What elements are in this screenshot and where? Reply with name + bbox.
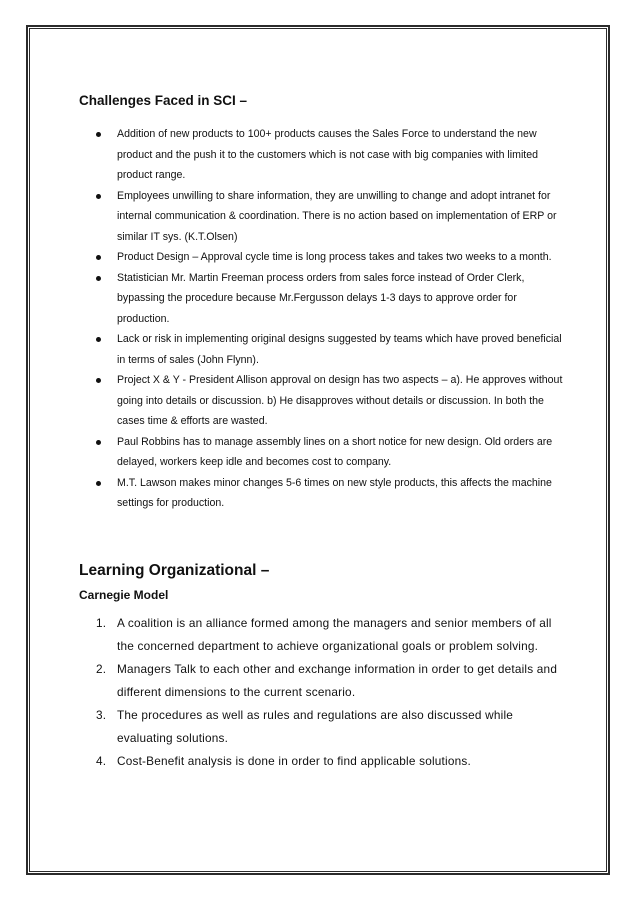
subheading-carnegie-model: Carnegie Model [79, 588, 169, 602]
bullet-icon [96, 440, 101, 445]
list-item-text: Product Design – Approval cycle time is long process takes and takes two weeks to a month. [117, 251, 552, 263]
list-number: 4. [96, 754, 107, 768]
bullet-icon [96, 337, 101, 342]
list-number: 3. [96, 708, 107, 722]
bullet-icon [96, 276, 101, 281]
list-item-text: Managers Talk to each other and exchange information in order to get details and different dimensions to the current scenario. [117, 662, 558, 699]
list-item-text: Lack or risk in implementing original designs suggested by teams which have proved beneficial in terms of sales (John Flynn). [117, 333, 562, 366]
list-item [79, 658, 569, 704]
bullet-icon [96, 194, 101, 199]
list-item-text: Project X & Y - President Allison approval on design has two aspects – a). He approves without going into details or discussion. b) He disapproves without details or discussion. In both the cases time & efforts are wasted. [117, 374, 563, 427]
list-item [79, 432, 569, 473]
section-heading-learning: Learning Organizational – [79, 562, 270, 579]
list-item-text: Addition of new products to 100+ products causes the Sales Force to understand the new product and the push it to the customers which is not case with big companies with limited product range. [117, 128, 539, 181]
list-item [79, 370, 569, 432]
list-item [79, 186, 569, 248]
challenges-list [79, 124, 569, 514]
list-item-text: M.T. Lawson makes minor changes 5-6 times on new style products, this affects the machine settings for production. [117, 476, 552, 509]
carnegie-list [79, 612, 569, 773]
list-number: 1. [96, 616, 107, 630]
list-item [79, 612, 569, 658]
bullet-icon [96, 132, 101, 137]
list-item-text: Cost-Benefit analysis is done in order to find applicable solutions. [117, 754, 471, 768]
list-item-text: Statistician Mr. Martin Freeman process orders from sales force instead of Order Clerk, bypassing the procedure because Mr.Fergusson delays 1-3 days to approve order for production. [117, 271, 525, 325]
list-item-text: A coalition is an alliance formed among the managers and senior members of all the concerned department to achieve organizational goals or problem solving. [117, 616, 552, 653]
bullet-icon [96, 255, 101, 260]
list-item [79, 704, 569, 750]
list-item [79, 473, 569, 514]
section-heading-challenges: Challenges Faced in SCI – [79, 93, 248, 108]
list-item-text: Employees unwilling to share information, they are unwilling to change and adopt intranet for internal communication & coordination. There is no action based on implementation of ERP or similar IT sys. (K.T.Olsen) [117, 189, 557, 243]
list-item [79, 247, 569, 268]
list-item [79, 268, 569, 330]
bullet-icon [96, 378, 101, 383]
list-item-text: The procedures as well as rules and regulations are also discussed while evaluating solutions. [117, 708, 514, 745]
list-item [79, 124, 569, 186]
list-item [79, 750, 569, 773]
bullet-icon [96, 481, 101, 486]
list-item-text: Paul Robbins has to manage assembly lines on a short notice for new design. Old orders are delayed, workers keep idle and becomes cost to company. [117, 435, 553, 468]
list-item [79, 329, 569, 370]
list-number: 2. [96, 662, 107, 676]
